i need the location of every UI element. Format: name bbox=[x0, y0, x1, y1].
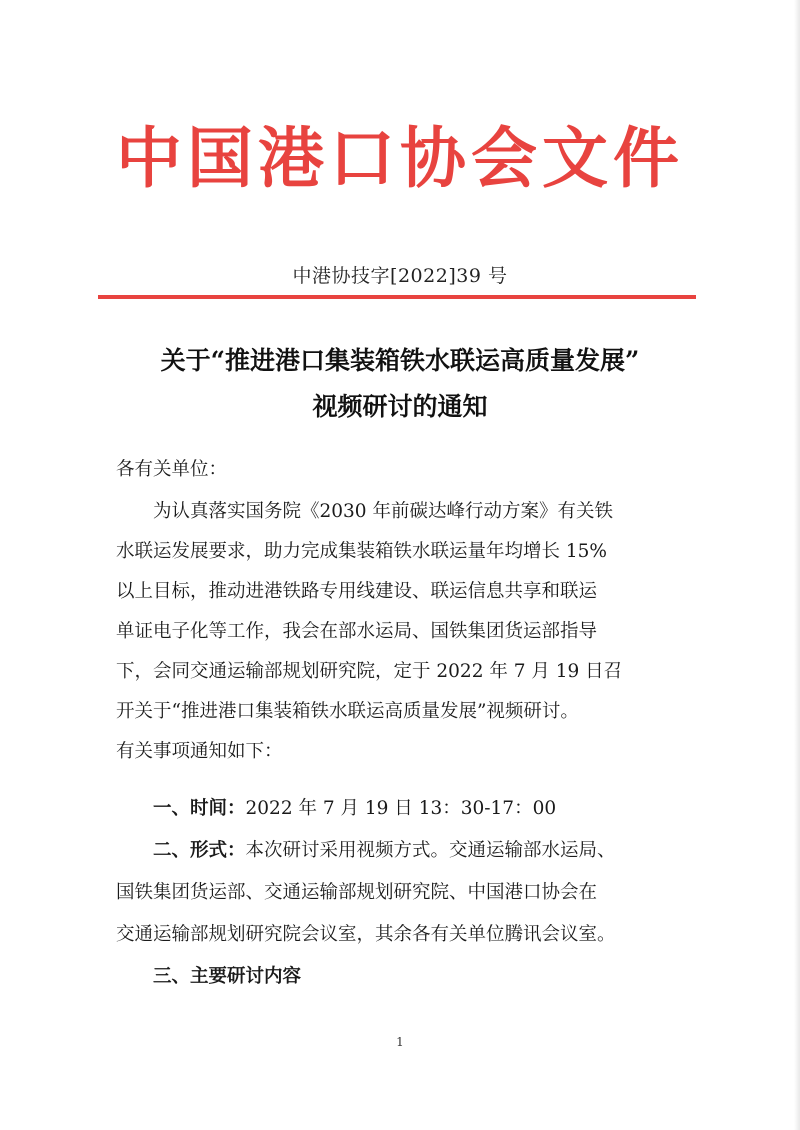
item-form-label: 二、形式： bbox=[153, 840, 246, 861]
paragraph-intro bbox=[116, 492, 684, 772]
red-divider-line bbox=[98, 295, 696, 299]
paragraph-line: 开关于“推进港口集装箱铁水联运高质量发展”视频研讨。 bbox=[116, 701, 579, 722]
paragraph-line: 水联运发展要求，助力完成集装箱铁水联运量年均增长 15% bbox=[116, 541, 608, 562]
notice-title-line-2: 视频研讨的通知 bbox=[312, 392, 488, 421]
item-time bbox=[116, 788, 696, 830]
paragraph-line: 单证电子化等工作，我会在部水运局、国铁集团货运部指导 bbox=[116, 621, 598, 642]
notice-title-line-1: 关于“推进港口集装箱铁水联运高质量发展” bbox=[160, 346, 640, 375]
notice-title bbox=[80, 338, 720, 430]
item-time-value: 2022 年 7 月 19 日 13：30-17：00 bbox=[245, 798, 557, 819]
salutation: 各有关单位： bbox=[116, 459, 228, 480]
item-form-line-2: 国铁集团货运部、交通运输部规划研究院、中国港口协会在 bbox=[116, 882, 598, 903]
item-form-value-line-1: 本次研讨采用视频方式。交通运输部水运局、 bbox=[245, 840, 616, 861]
scan-edge-shadow bbox=[794, 0, 800, 1130]
item-content bbox=[116, 956, 696, 998]
paragraph-line: 有关事项通知如下： bbox=[116, 741, 283, 762]
page-number: 1 bbox=[396, 1035, 404, 1049]
paragraph-line: 以上目标，推动进港铁路专用线建设、联运信息共享和联运 bbox=[116, 581, 598, 602]
item-form bbox=[116, 830, 696, 872]
document-number: 中港协技字[2022]39 号 bbox=[292, 265, 508, 287]
masthead-title: 中国港口协会文件 bbox=[116, 119, 684, 197]
paragraph-line: 为认真落实国务院《2030 年前碳达峰行动方案》有关铁 bbox=[116, 501, 613, 522]
item-time-label: 一、时间： bbox=[153, 798, 246, 819]
paragraph-line: 下，会同交通运输部规划研究院，定于 2022 年 7 月 19 日召 bbox=[116, 661, 623, 682]
item-form-line-3: 交通运输部规划研究院会议室，其余各有关单位腾讯会议室。 bbox=[116, 924, 616, 945]
item-content-label: 三、主要研讨内容 bbox=[153, 966, 302, 987]
